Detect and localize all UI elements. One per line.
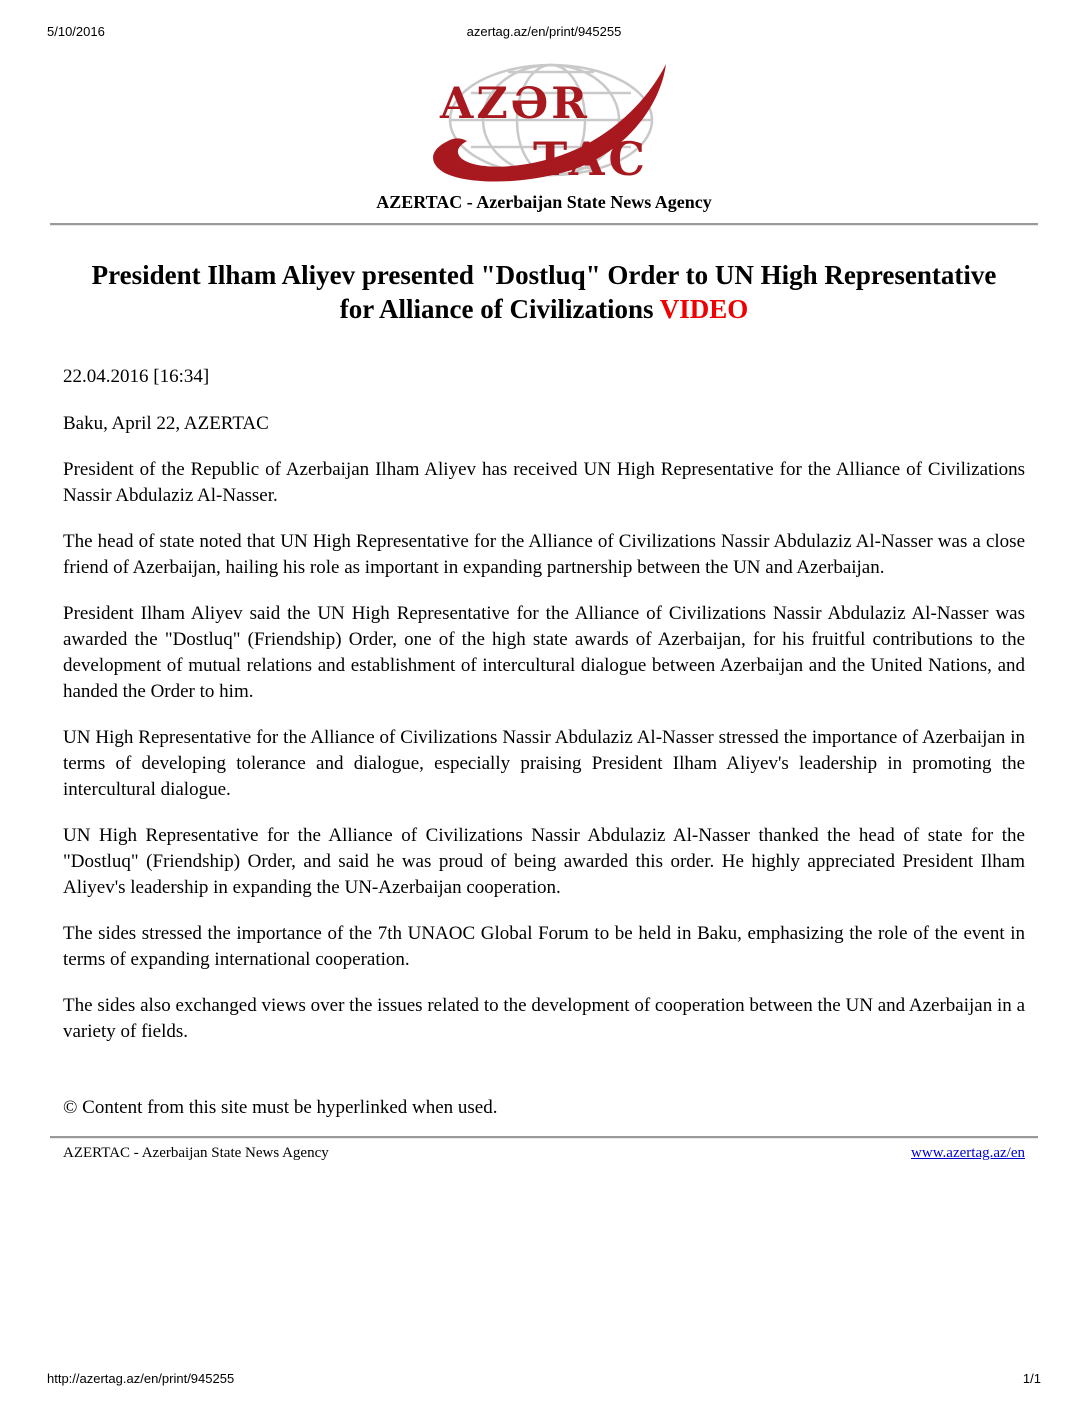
article-paragraph: UN High Representative for the Alliance of Civilizations Nassir Abdulaziz Al-Nasser stressed the importance of Azerbaijan in terms of developing tolerance and dialogue, especially praising President Ilham Aliyev's leadership in promoting the intercultural dialogue. (63, 727, 1025, 800)
article-title (80, 258, 1008, 326)
article-title-text: President Ilham Aliyev presented "Dostluq" Order to UN High Representative for Alliance of Civilizations (91, 260, 997, 324)
logo-tac-text: TAC (533, 132, 650, 182)
print-date: 5/10/2016 (47, 24, 105, 39)
article-paragraph: President Ilham Aliyev said the UN High Representative for the Alliance of Civilizations Nassir Abdulaziz Al-Nasser was awarded the "Dostluq" (Friendship) Order, one of the high state awards of Azerbaijan, for his fruitful contributions to the development of mutual relations and establishment of intercultural dialogue between Azerbaijan and the United Nations, and handed the Order to him. (63, 603, 1025, 702)
article-dateline: Baku, April 22, AZERTAC (63, 413, 269, 434)
agency-name-header: AZERTAC - Azerbaijan State News Agency (376, 192, 712, 212)
article-paragraph: The sides stressed the importance of the 7th UNAOC Global Forum to be held in Baku, emphasizing the role of the event in terms of expanding international cooperation. (63, 923, 1025, 970)
page-body (50, 56, 1038, 1162)
print-page-indicator: 1/1 (1022, 1371, 1041, 1386)
article-paragraph: President of the Republic of Azerbaijan Ilham Aliyev has received UN High Representative for the Alliance of Civilizations Nassir Abdulaziz Al-Nasser. (63, 459, 1025, 506)
article-paragraph: The sides also exchanged views over the issues related to the development of cooperation between the UN and Azerbaijan in a variety of fields. (63, 995, 1025, 1042)
copyright-notice: © Content from this site must be hyperlinked when used. (63, 1097, 498, 1118)
article-date: 22.04.2016 [16:34] (63, 366, 210, 387)
site-footer (63, 1145, 1025, 1162)
footer-divider (50, 1136, 1038, 1139)
print-url: azertag.az/en/print/945255 (466, 24, 622, 39)
azertac-logo-svg (413, 56, 675, 182)
header-divider (50, 223, 1038, 226)
article-paragraph: UN High Representative for the Alliance of Civilizations Nassir Abdulaziz Al-Nasser thanked the head of state for the "Dostluq" (Friendship) Order, and said he was proud of being awarded this order. He highly appreciated President Ilham Aliyev's leadership in expanding the UN-Azerbaijan cooperation. (63, 825, 1025, 898)
article-paragraph: The head of state noted that UN High Representative for the Alliance of Civilizations Nassir Abdulaziz Al-Nasser was a close friend of Azerbaijan, hailing his role as important in expanding partnership between the UN and Azerbaijan. (63, 531, 1025, 578)
print-footer-url: http://azertag.az/en/print/945255 (47, 1371, 235, 1386)
footer-agency-name: AZERTAC - Azerbaijan State News Agency (63, 1145, 329, 1161)
article-body (63, 364, 1025, 1121)
footer-site-link[interactable]: www.azertag.az/en (911, 1145, 1025, 1161)
print-footer (47, 1371, 1041, 1386)
logo-azar-text: AZƏR (440, 79, 590, 129)
video-badge: VIDEO (659, 294, 749, 324)
azertac-logo (413, 56, 675, 182)
print-header (47, 24, 1041, 40)
